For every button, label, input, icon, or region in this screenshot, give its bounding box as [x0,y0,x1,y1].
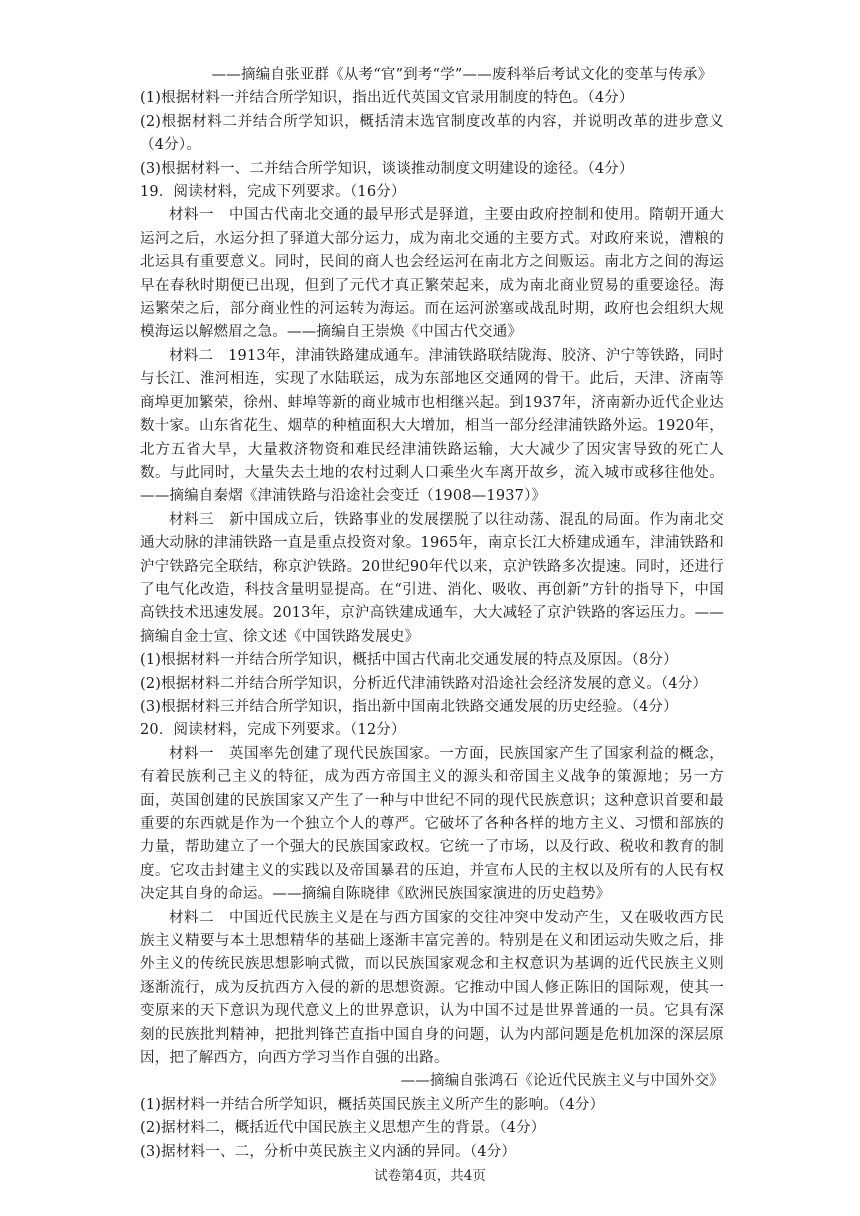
question-19-part-1: (1)根据材料一并结合所学知识，概括中国古代南北交通发展的特点及原因。（8分） [140,652,678,669]
question-20-material-2: 材料二 中国近代民族主义是在与西方国家的交往冲突中发动产生，又在吸收西方民族主义精要与本土思想精华的基础上逐渐丰富完善的。特别是在义和团运动失败之后，排外主义的传统民族思想影响式微，而以民族国家观念和主权意识为基调的近代民族主义则逐渐流行，成为反抗西方入侵的新的思想资源。它推动中国人修正陈旧的国际观，使其一变原来的天下意识为现代意义上的世界意识，认为中国不过是世界普通的一员。它具有深刻的民族批判精神，把批判锋芒直指中国自身的问题，认为内部问题是危机加深的深层原因，把了解西方，向西方学习当作自强的出路。 [140,909,724,1067]
page-footer: 试卷第4页，共4页 [374,1168,486,1184]
question-20-material-1: 材料一 英国率先创建了现代民族国家。一方面，民族国家产生了国家利益的概念，有着民族利己主义的特征，成为西方帝国主义的源头和帝国主义战争的策源地；另一方面，英国创建的民族国家又产生了一种与中世纪不同的现代民族意识；这种意识首要和最重要的东西就是作为一个独立个人的尊严。它破坏了各种各样的地方主义、习惯和部族的力量，帮助建立了一个强大的民族国家政权。它统一了市场，以及行政、税收和教育的制度。它攻击封建主义的实践以及帝国暴君的压迫，并宣布人民的主权以及所有的人民有权决定其自身的命运。——摘编自陈晓律《欧洲民族国家演进的历史趋势》 [140,745,724,903]
question-18-part-3: (3)根据材料一、二并结合所学知识，谈谈推动制度文明建设的途径。（4分） [140,160,634,177]
question-18-part-2: (2)根据材料二并结合所学知识，概括清末选官制度改革的内容，并说明改革的进步意义（4分）。 [140,113,724,154]
question-19-part-3: (3)根据材料三并结合所学知识，指出新中国南北铁路交通发展的历史经验。（4分） [140,698,678,715]
question-19-material-2: 材料二 1913年，津浦铁路建成通车。津浦铁路联结陇海、胶济、沪宁等铁路，同时与长江、淮河相连，实现了水陆联运，成为东部地区交通网的骨干。此后，天津、济南等商埠更加繁荣，徐州、蚌埠等新的商业城市也相继兴起。到1937年，济南新办近代企业达数十家。山东省花生、烟草的种植面积大大增加，相当一部分经津浦铁路外运。1920年，北方五省大旱，大量救济物资和难民经津浦铁路运输，大大减少了因灾害导致的死亡人数。与此同时，大量失去土地的农村过剩人口乘坐火车离开故乡，流入城市或移往他处。——摘编自秦熠《津浦铁路与沿途社会变迁（1908—1937）》 [140,347,724,505]
question-20-part-1: (1)据材料一并结合所学知识，概括英国民族主义所产生的影响。（4分） [140,1096,605,1113]
question-18-part-1: (1)根据材料一并结合所学知识，指出近代英国文官录用制度的特色。（4分） [140,90,634,107]
question-19-part-2: (2)根据材料二并结合所学知识，分析近代津浦铁路对沿途社会经济发展的意义。（4分） [140,675,708,692]
source-citation-q18: ——摘编自张亚群《从考“官”到考“学”——废科举后考试文化的变革与传承》 [211,67,713,83]
question-19-material-3: 材料三 新中国成立后，铁路事业的发展摆脱了以往动荡、混乱的局面。作为南北交通大动脉的津浦铁路一直是重点投资对象。1965年，南京长江大桥建成通车，津浦铁路和沪宁铁路完全联结，称京沪铁路。20世纪90年代以来，京沪铁路多次提速。同时，还进行了电气化改造，科技含量明显提高。在“引进、消化、吸收、再创新”方针的指导下，中国高铁技术迅速发展。2013年，京沪高铁建成通车，大大减轻了京沪铁路的客运压力。——摘编自金士宣、徐文述《中国铁路发展史》 [140,511,724,645]
source-citation-q20: ——摘编自张鸿石《论近代民族主义与中国外交》 [400,1073,724,1090]
question-20-part-3: (3)据材料一、二，分析中英民族主义内涵的异同。（4分） [140,1143,517,1160]
question-20-part-2: (2)据材料二，概括近代中国民族主义思想产生的背景。（4分） [140,1120,546,1137]
question-20-heading: 20．阅读材料，完成下列要求。（12分） [140,722,406,739]
page-content [140,64,724,1164]
question-19-material-1: 材料一 中国古代南北交通的最早形式是驿道，主要由政府控制和使用。隋朝开通大运河之后，水运分担了驿道大部分运力，成为南北交通的主要方式。对政府来说，漕粮的北运具有重要意义。同时，民间的商人也会经运河在南北方之间贩运。南北方之间的海运早在春秋时期便已出现，但到了元代才真正繁荣起来，成为南北商业贸易的重要途径。海运繁荣之后，部分商业性的河运转为海运。而在运河淤塞或战乱时期，政府也会组织大规模海运以解燃眉之急。——摘编自王崇焕《中国古代交通》 [140,207,724,341]
question-19-heading: 19．阅读材料，完成下列要求。（16分） [140,184,406,201]
